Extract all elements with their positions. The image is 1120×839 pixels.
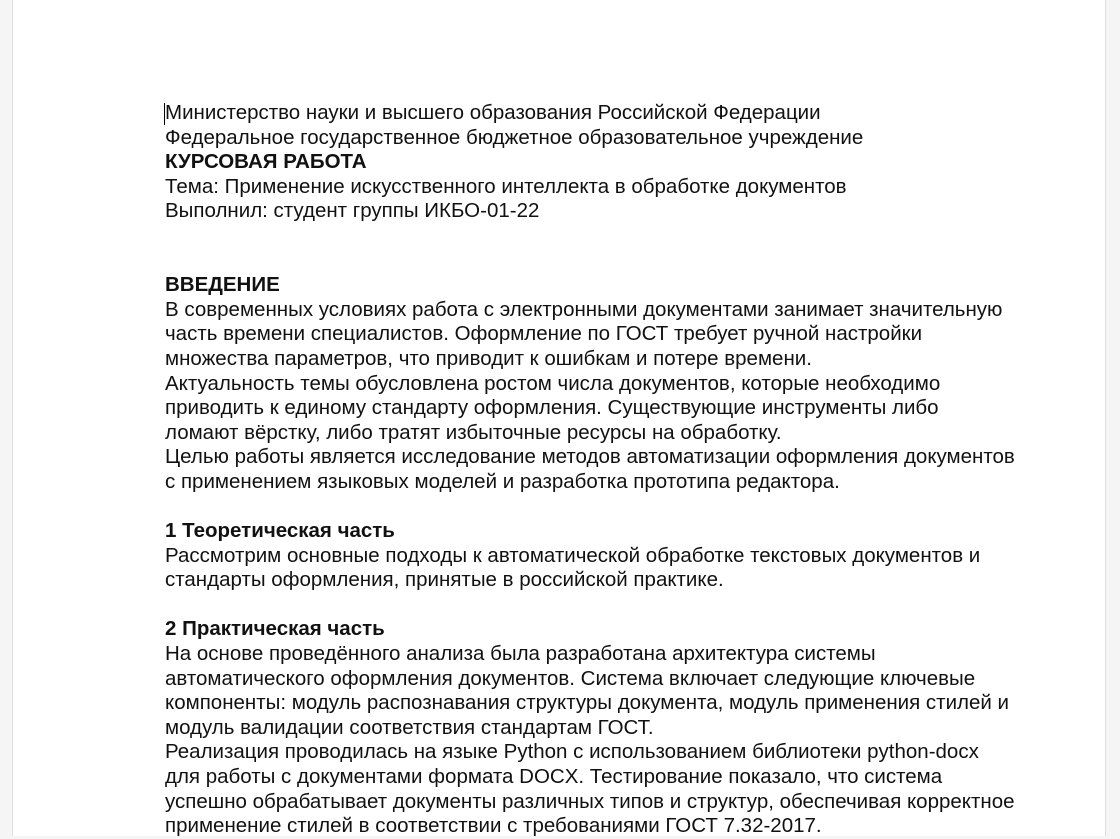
section-heading: 2 Практическая часть — [165, 617, 385, 641]
text-cursor — [164, 103, 165, 125]
work-type-title: КУРСОВАЯ РАБОТА — [165, 150, 367, 174]
empty-line — [165, 224, 1065, 273]
empty-line — [165, 593, 1065, 618]
introduction-heading: ВВЕДЕНИЕ — [165, 273, 280, 297]
document-body[interactable] — [165, 101, 1065, 839]
paragraph-line: успешно обрабатывает документы различных типов и структур, обеспечивая корректное — [165, 789, 1015, 813]
paragraph-line: ломают вёрстку, либо тратят избыточные ресурсы на обработку. — [165, 420, 782, 444]
paragraph-line: множества параметров, что приводит к ошибкам и потере времени. — [165, 346, 812, 370]
paragraph-line: для работы с документами формата DOCX. Тестирование показало, что система — [165, 765, 943, 789]
institution-line: Федеральное государственное бюджетное образовательное учреждение — [165, 125, 864, 149]
paragraph-line: автоматического оформления документов. Система включает следующие ключевые — [165, 666, 976, 690]
paragraph-line: На основе проведённого анализа была разработана архитектура системы — [165, 642, 876, 666]
document-page[interactable] — [12, 0, 1106, 836]
paragraph-line: модуль валидации соответствия стандартам ГОСТ. — [165, 715, 654, 739]
ministry-line: Министерство науки и высшего образования Российской Федерации — [165, 101, 821, 124]
author-line: Выполнил: студент группы ИКБО-01-22 — [165, 199, 540, 223]
paragraph-line: приводить к единому стандарту оформления. Существующие инструменты либо — [165, 396, 939, 420]
topic-line: Тема: Применение искусственного интеллекта в обработке документов — [165, 174, 847, 198]
paragraph-line: В современных условиях работа с электронными документами занимает значительную — [165, 297, 1003, 321]
paragraph-line: Рассмотрим основные подходы к автоматической обработке текстовых документов и — [165, 543, 981, 567]
paragraph-line: Реализация проводилась на языке Python с использованием библиотеки python-docx — [165, 740, 979, 764]
paragraph-line: часть времени специалистов. Оформление по ГОСТ требует ручной настройки — [165, 322, 923, 346]
paragraph-line: стандарты оформления, принятые в российской практике. — [165, 568, 724, 592]
paragraph-line: Актуальность темы обусловлена ростом числа документов, которые необходимо — [165, 371, 941, 395]
paragraph-line: с применением языковых моделей и разработка прототипа редактора. — [165, 469, 840, 493]
paragraph-line: применение стилей в соответствии с требованиями ГОСТ 7.32-2017. — [165, 814, 822, 838]
paragraph-line: компоненты: модуль распознавания структуры документа, модуль применения стилей и — [165, 691, 1009, 715]
paragraph-line: Целью работы является исследование методов автоматизации оформления документов — [165, 445, 1015, 469]
section-heading: 1 Теоретическая часть — [165, 519, 395, 543]
empty-line — [165, 495, 1065, 520]
